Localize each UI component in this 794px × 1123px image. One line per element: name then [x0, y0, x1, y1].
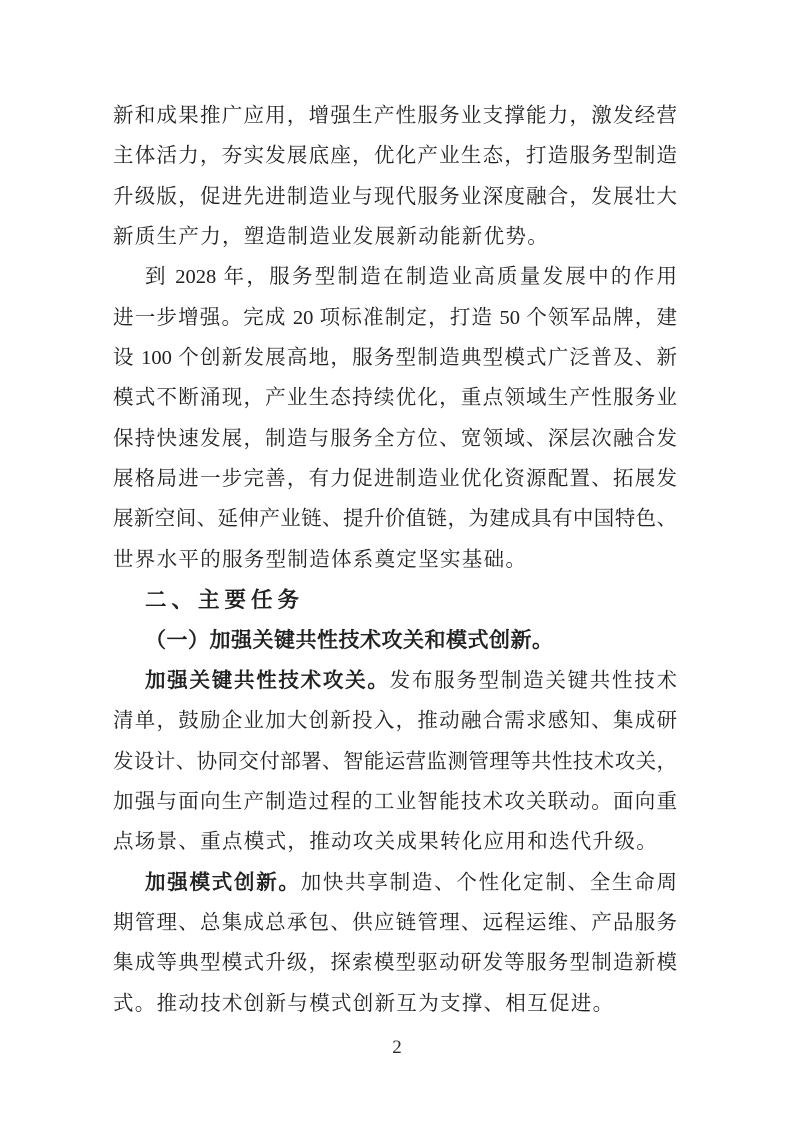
- text-line: 加强与面向生产制造过程的工业智能技术攻关联动。面向重: [113, 790, 677, 813]
- text-line: 展新空间、延伸产业链、提升价值链，为建成具有中国特色、: [113, 508, 677, 531]
- text-line: 到 2028 年，服务型制造在制造业高质量发展中的作用: [145, 266, 677, 289]
- heading-level-1: 二、主要任务: [145, 588, 305, 613]
- text-line: 式。推动技术创新与模式创新互为支撑、相互促进。: [113, 992, 615, 1015]
- lead-in-bold: 加强关键共性技术攻关。: [145, 669, 390, 692]
- line-text: 发布服务型制造关键共性技术: [389, 669, 678, 692]
- text-line: 展格局进一步完善，有力促进制造业优化资源配置、拓展发: [113, 468, 677, 491]
- text-line: 点场景、重点模式，推动攻关成果转化应用和迭代升级。: [113, 831, 658, 854]
- lead-in-bold: 加强模式创新。: [145, 871, 301, 894]
- text-line: 集成等典型模式升级，探索模型驱动研发等服务型制造新模: [113, 952, 677, 975]
- line-text: 加快共享制造、个性化定制、全生命周: [300, 871, 678, 894]
- text-line: 设 100 个创新发展高地，服务型制造典型模式广泛普及、新: [113, 347, 677, 370]
- text-line: [113, 661, 677, 701]
- text-line: [113, 863, 677, 903]
- text-line: 升级版，促进先进制造业与现代服务业深度融合，发展壮大: [113, 185, 677, 208]
- text-line: 发设计、协同交付部署、智能运营监测管理等共性技术攻关，: [113, 750, 677, 773]
- text-line: 新和成果推广应用，增强生产性服务业支撑能力，激发经营: [113, 105, 677, 127]
- document-body: [113, 96, 677, 1024]
- text-line: 进一步增强。完成 20 项标准制定，打造 50 个领军品牌，建: [113, 306, 677, 329]
- text-line: 模式不断涌现，产业生态持续优化，重点领域生产性服务业: [113, 387, 677, 410]
- heading-level-2: （一）加强关键共性技术攻关和模式创新。: [145, 628, 554, 653]
- text-line: 保持快速发展，制造与服务全方位、宽领域、深层次融合发: [113, 427, 677, 450]
- text-line: 主体活力，夯实发展底座，优化产业生态，打造服务型制造: [113, 145, 677, 168]
- text-line: 期管理、总集成总承包、供应链管理、远程运维、产品服务: [113, 911, 677, 934]
- text-line: 世界水平的服务型制造体系奠定坚实基础。: [113, 548, 528, 571]
- text-line: 新质生产力，塑造制造业发展新动能新优势。: [113, 226, 549, 249]
- text-line: 清单，鼓励企业加大创新投入，推动融合需求感知、集成研: [113, 710, 677, 733]
- page-number: 2: [392, 1037, 402, 1058]
